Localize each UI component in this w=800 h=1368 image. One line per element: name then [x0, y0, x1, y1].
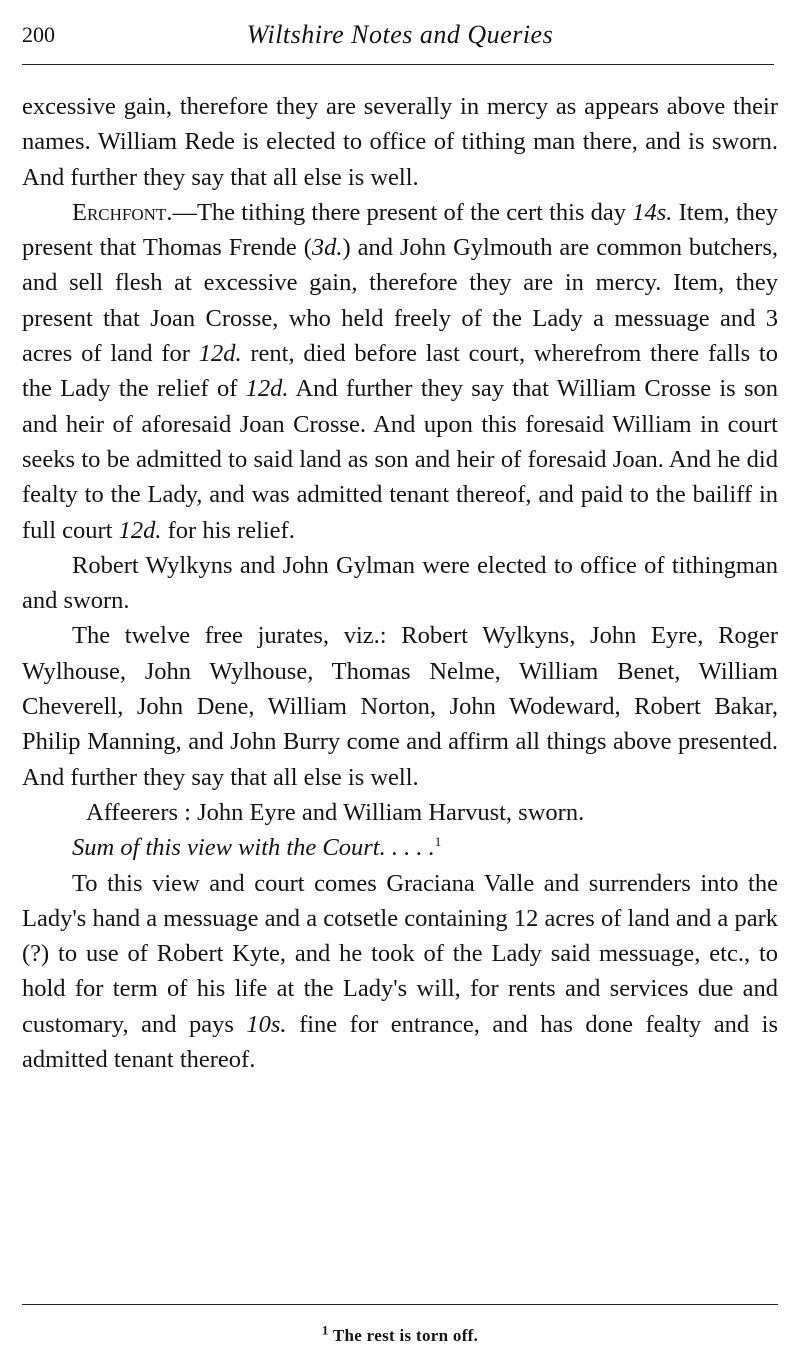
text-segment: Item, they present that Thomas Frende (: [22, 198, 778, 262]
affeerers-line: Affeerers : John Eyre and William Harvust, sworn.: [86, 798, 585, 826]
text-segment: To this view and court comes Graciana Valle and surrenders into the Lady's hand a messuage and a cotsetle containing 12 acres of land and a park (?) to use of Robert Kyte, and he took of the Lady said messuage, etc., to hold for term of his life at the Lady's will, for rents and services due and customary, and pays: [22, 869, 778, 1038]
paragraph-jurates: The twelve free jurates, viz.: Robert Wylkyns, John Eyre, Roger Wylhouse, John Wylhouse, Thomas Nelme, William Benet, William Cheverell, John Dene, William Norton, John Wodeward, Robert Bakar, Philip Manning, and John Burry come and affirm all things above presented. And further they say that all else is well.: [22, 622, 778, 791]
amount: 12d.: [198, 340, 242, 368]
paragraph-surrender: [22, 866, 778, 1078]
place-name: Erchfont.: [72, 198, 173, 226]
text-segment: ) and John Gylmouth are common butchers, and sell flesh at excessive gain, therefore they are in mercy. Item, they present that Joan Crosse, who held freely of the Lady a messuage and 3 acres of land for: [22, 234, 778, 368]
text-segment: fine for entrance, and has done fealty and is admitted tenant thereof.: [22, 1010, 778, 1074]
footnote-text: The rest is torn off.: [332, 1326, 479, 1345]
sum-line: [22, 830, 778, 865]
text-segment: —The tithing there present of the cert this day: [172, 198, 633, 226]
paragraph-continued: excessive gain, therefore they are severally in mercy as appears above their names. William Rede is elected to office of tithing man there, and is sworn. And further they say that all else is well.: [22, 93, 778, 191]
running-head: [22, 14, 778, 56]
page-number: 200: [22, 22, 55, 47]
paragraph-erchfont: [22, 195, 778, 548]
footnote-marker: 1: [321, 1322, 329, 1338]
sum-text: Sum of this view with the Court. . . . .: [72, 834, 435, 862]
body-text: [22, 89, 778, 1077]
amount: 12d.: [118, 516, 162, 544]
footnote-rule: [22, 1304, 778, 1305]
journal-title: Wiltshire Notes and Queries: [246, 20, 554, 49]
text-segment: rent, died before last court, wherefrom there falls to the Lady the relief of: [22, 340, 778, 403]
amount: 10s.: [246, 1010, 287, 1038]
paragraph-tithingmen: Robert Wylkyns and John Gylman were elected to office of tithingman and sworn.: [22, 551, 778, 615]
footnote: [0, 1322, 800, 1346]
header-rule: [22, 64, 774, 65]
amount: 12d.: [245, 375, 289, 403]
text-segment: And further they say that William Crosse is son and heir of aforesaid Joan Crosse. And upon this foresaid William in court seeks to be admitted to said land as son and heir of foresaid Joan. And he did fealty to the Lady, and was admitted tenant thereof, and paid to the bailiff in full court: [22, 375, 778, 544]
amount: 14s.: [632, 198, 673, 226]
book-page: [22, 14, 778, 1077]
amount: 3d.: [311, 234, 343, 262]
footnote-ref[interactable]: 1: [434, 834, 442, 850]
text-segment: for his relief.: [161, 516, 295, 544]
